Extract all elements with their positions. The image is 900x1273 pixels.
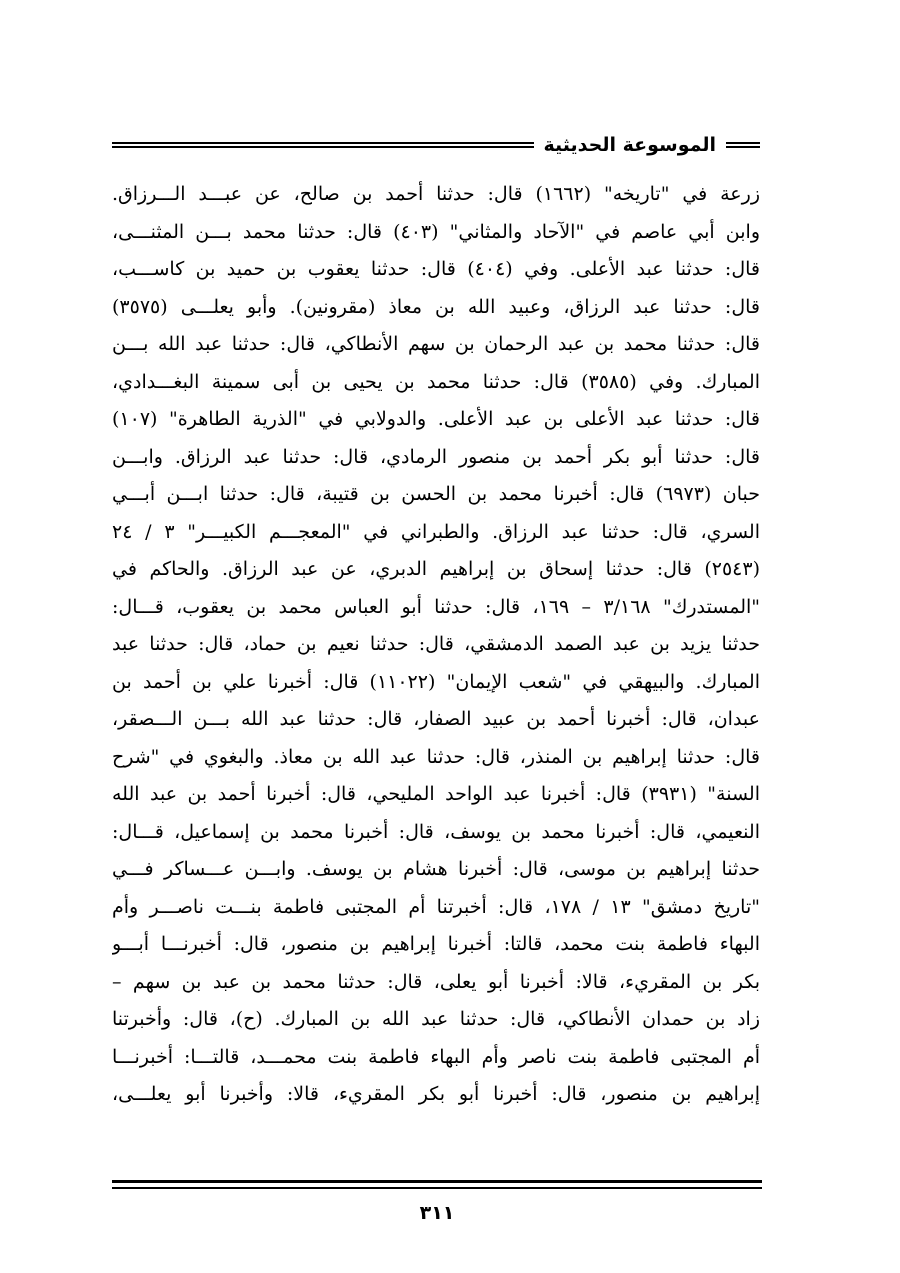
text-line: حدثنا يزيد بن عبد الصمد الدمشقي، قال: حدثنا نعيم بن حماد، قال: حدثنا عبد <box>112 633 760 655</box>
text-line: زرعة في "تاريخه" (١٦٦٢) قال: حدثنا أحمد بن صالح، عن عبـــد الـــرزاق. <box>112 183 760 205</box>
text-line: عبدان، قال: أخبرنا أحمد بن عبيد الصفار، قال: حدثنا عبد الله بـــن الـــصقر، <box>112 708 760 730</box>
text-line: المبارك. والبيهقي في "شعب الإيمان" (١١٠٢٢) قال: أخبرنا علي بن أحمد بن <box>112 670 760 693</box>
header-rule-left <box>112 142 534 148</box>
text-line: السنة" (٣٩٣١) قال: أخبرنا عبد الواحد المليحي، قال: أخبرنا أحمد بن عبد الله <box>112 783 760 805</box>
body-text <box>112 176 760 1114</box>
text-line: قال: حدثنا عبد الأعلى. وفي (٤٠٤) قال: حدثنا يعقوب بن حميد بن كاســـب، <box>112 258 760 280</box>
text-line: قال: حدثنا عبد الأعلى بن عبد الأعلى. والدولابي في "الذرية الطاهرة" (١٠٧) <box>112 408 760 430</box>
text-line: "المستدرك" ٣/١٦٨ – ١٦٩، قال: حدثنا أبو العباس محمد بن يعقوب، قـــال: <box>112 595 760 618</box>
footer-rule <box>112 1180 762 1189</box>
text-line: قال: حدثنا محمد بن عبد الرحمان بن سهم الأنطاكي، قال: حدثنا عبد الله بـــن <box>112 333 760 355</box>
text-line: قال: حدثنا إبراهيم بن المنذر، قال: حدثنا عبد الله بن معاذ. والبغوي في "شرح <box>112 745 760 768</box>
text-line: السري، قال: حدثنا عبد الرزاق. والطبراني في "المعجـــم الكبيـــر" ٣ / ٢٤ <box>112 520 760 543</box>
text-line: النعيمي، قال: أخبرنا محمد بن يوسف، قال: أخبرنا محمد بن إسماعيل، قـــال: <box>112 820 760 843</box>
text-line: (٢٥٤٣) قال: حدثنا إسحاق بن إبراهيم الدبري، عن عبد الرزاق. والحاكم في <box>112 558 760 580</box>
text-line: قال: حدثنا أبو بكر أحمد بن منصور الرمادي، قال: حدثنا عبد الرزاق. وابـــن <box>112 445 760 468</box>
text-line: قال: حدثنا عبد الرزاق، وعبيد الله بن معاذ (مقرونين). وأبو يعلـــى (٣٥٧٥) <box>112 295 760 318</box>
running-header <box>112 128 760 162</box>
text-line: إبراهيم بن منصور، قال: أخبرنا أبو بكر المقريء، قالا: وأخبرنا أبو يعلـــى، <box>112 1083 760 1105</box>
text-line: زاد بن حمدان الأنطاكي، قال: حدثنا عبد الله بن المبارك. (ح)، قال: وأخبرتنا <box>112 1008 760 1030</box>
text-line: وابن أبي عاصم في "الآحاد والمثاني" (٤٠٣) قال: حدثنا محمد بـــن المثنـــى، <box>112 220 760 243</box>
text-line: بكر بن المقريء، قالا: أخبرنا أبو يعلى، قال: حدثنا محمد بن عبد بن سهم – <box>112 970 760 993</box>
text-line: "تاريخ دمشق" ١٣ / ١٧٨، قال: أخبرتنا أم المجتبى فاطمة بنـــت ناصـــر وأم <box>112 895 760 918</box>
text-line: المبارك. وفي (٣٥٨٥) قال: حدثنا محمد بن يحيى بن أبى سمينة البغـــدادي، <box>112 370 760 393</box>
text-line: حبان (٦٩٧٣) قال: أخبرنا محمد بن الحسن بن قتيبة، قال: حدثنا ابـــن أبـــي <box>112 483 760 505</box>
page-number: ٣١١ <box>419 1202 455 1224</box>
header-title: الموسوعة الحديثية <box>543 134 716 156</box>
header-rule-right <box>726 142 760 148</box>
text-line: البهاء فاطمة بنت محمد، قالتا: أخبرنا إبراهيم بن منصور، قال: أخبرنـــا أبـــو <box>112 933 760 955</box>
text-line: أم المجتبى فاطمة بنت ناصر وأم البهاء فاطمة بنت محمـــد، قالتـــا: أخبرنـــا <box>112 1045 760 1068</box>
text-line: حدثنا إبراهيم بن موسى، قال: أخبرنا هشام بن يوسف. وابـــن عـــساكر فـــي <box>112 858 760 880</box>
